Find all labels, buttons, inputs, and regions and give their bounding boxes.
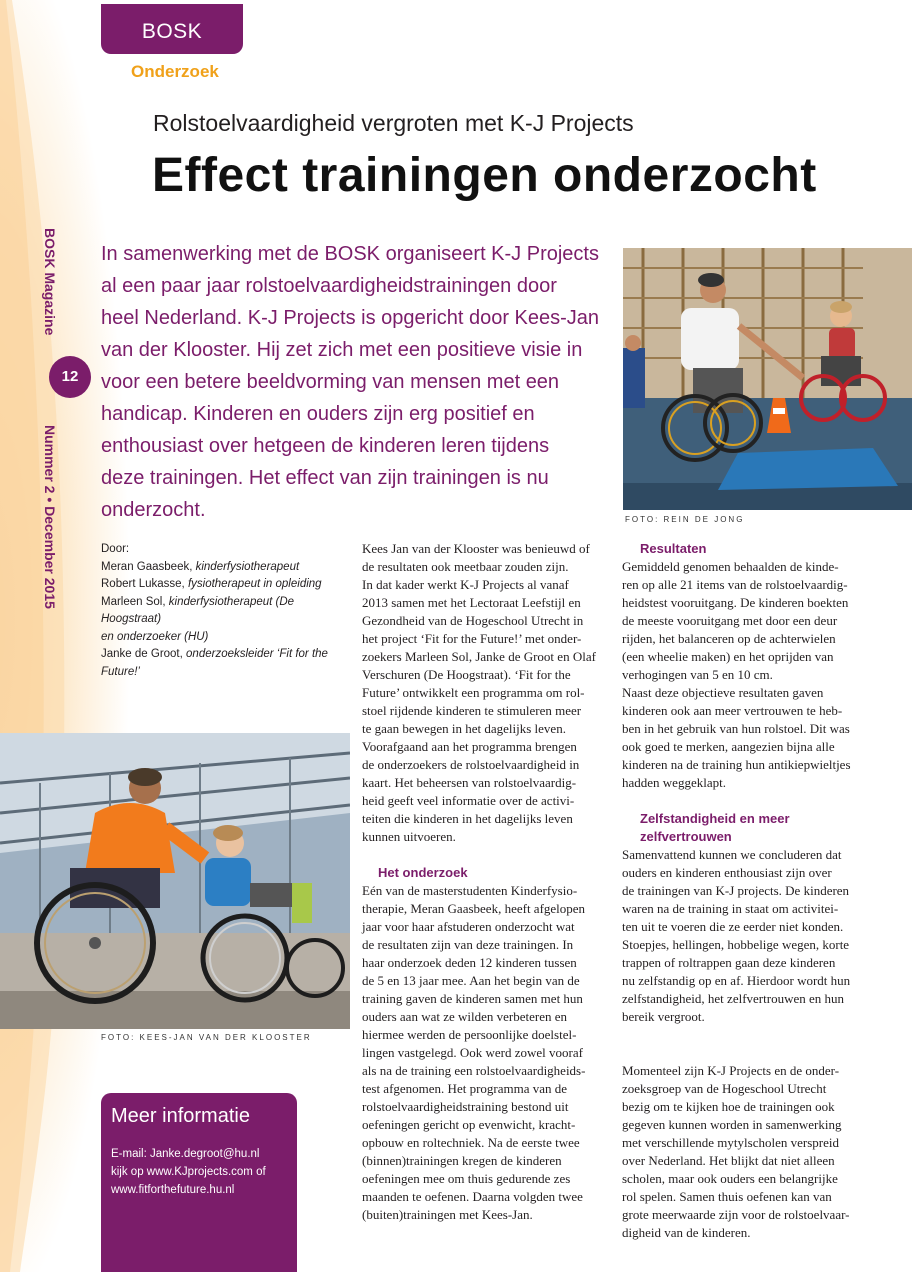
text-line: als na de training een rolstoelvaardigheids-	[362, 1063, 586, 1078]
text-line: zoeksgroep van de Hogeschool Utrecht	[622, 1081, 827, 1096]
text-line: kunnen uitvoeren.	[362, 829, 456, 844]
outdoor-wheelchair-photo	[0, 733, 350, 1029]
text-line: Kees Jan van der Klooster was benieuwd of	[362, 541, 590, 556]
column-middle	[362, 540, 617, 1224]
text-line: Gezondheid van de Hogeschool Utrecht in	[362, 613, 584, 628]
photo-credit: FOTO: REIN DE JONG	[625, 515, 745, 524]
page-number: 12	[49, 356, 91, 398]
text-line: haar onderzoek deden 12 kinderen tussen	[362, 955, 577, 970]
text-line: Naast deze objectieve resultaten gaven	[622, 685, 824, 700]
author-name: Janke de Groot,	[101, 648, 187, 660]
text-line: oefeningen gericht op evenwicht, kracht-	[362, 1117, 576, 1132]
author-role: fysiotherapeut in opleiding	[187, 578, 322, 590]
text-line: ben in het gebruik van hun rolstoel. Dit was	[622, 721, 850, 736]
text-line: Eén van de masterstudenten Kinderfysio-	[362, 883, 578, 898]
text-line: 2013 samen met het Lectoraat Leefstijl en	[362, 595, 581, 610]
text-line: scholen, maar ook ouders een belangrijke	[622, 1171, 838, 1186]
more-info-box	[101, 1093, 297, 1272]
section-label: Onderzoek	[131, 62, 219, 81]
intro-line: handicap. Kinderen en ouders zijn erg positief en	[101, 403, 535, 425]
intro-line: al een paar jaar rolstoelvaardigheidstrainingen door	[101, 275, 557, 297]
text-line: (buiten)trainingen met Kees-Jan.	[362, 1207, 533, 1222]
text-line: Stoepjes, hellingen, hobbelige wegen, korte	[622, 937, 850, 952]
text-line: ouders en kinderen enthousiast zijn over	[622, 865, 832, 880]
text-line: kinderen ook aan meer vertrouwen te heb-	[622, 703, 843, 718]
author-name: Meran Gaasbeek,	[101, 560, 196, 573]
text-line: zelfstandigheid, het zelfvertrouwen en hun	[622, 991, 844, 1006]
text-line: de meeste vooruitgang met door een deur	[622, 613, 838, 628]
text-line: oefeningen mee om thuis gedurende zes	[362, 1171, 571, 1186]
text-line: Momenteel zijn K-J Projects en de onder-	[622, 1063, 840, 1078]
author-role: en onderzoeker (HU)	[101, 630, 209, 643]
section-tab: BOSK	[101, 4, 243, 54]
text-line: rijden, het balanceren op de achterwielen	[622, 631, 836, 646]
author-name: Robert Lukasse,	[101, 578, 188, 590]
text-line: Voorafgaand aan het programma brengen	[362, 739, 577, 754]
intro-line: van der Klooster. Hij zet zich met een positieve visie in	[101, 339, 583, 361]
text-line: training gaven de kinderen samen met hun	[362, 991, 583, 1006]
text-line: nu zelfstandig op en af. Hierdoor wordt hun	[622, 973, 851, 988]
text-line: bezig om te kijken hoe de trainingen ook	[622, 1099, 835, 1114]
text-line: (binnen)trainingen kregen de kinderen	[362, 1153, 562, 1168]
text-line: ren op alle 21 items van de rolstoelvaardig-	[622, 577, 848, 592]
text-line: heid geeft veel informatie over de activi-	[362, 793, 575, 808]
text-line: lingen vastgelegd. Ook werd zowel vooraf	[362, 1045, 583, 1060]
author-role: onderzoeksleider ‘Fit for the Future!’	[101, 648, 328, 678]
column-right	[622, 540, 908, 1242]
text-line: opbouw en roltechniek. Na de eerste twee	[362, 1135, 580, 1150]
more-info-title: Meer informatie	[111, 1105, 250, 1127]
photo-credit: FOTO: KEES-JAN VAN DER KLOOSTER	[101, 1033, 312, 1042]
text-line: Future’ ontwikkelt een programma om rol-	[362, 685, 585, 700]
author-entry	[101, 594, 351, 629]
text-line: teiten die kinderen in het dagelijks leven	[362, 811, 573, 826]
intro-line: In samenwerking met de BOSK organiseert K-J Projects	[101, 243, 599, 265]
text-line: stoel rijdende kinderen te stimuleren meer	[362, 703, 582, 718]
text-line: kaart. Het beheersen van rolstoelvaardig-	[362, 775, 577, 790]
author-role: kinderfysiotherapeut (De Hoogstraat)	[101, 595, 295, 625]
text-line: met verschillende mytylscholen verspreid	[622, 1135, 839, 1150]
intro-line: voor een betere beeldvorming van mensen met een	[101, 371, 560, 393]
text-line: de resultaten ook meetbaar zouden zijn.	[362, 559, 569, 574]
text-line: kinderen na de training hun antikiepwieltjes	[622, 757, 851, 772]
text-line: trappen of roltrappen gaan deze kinderen	[622, 955, 836, 970]
text-line: maanden te oefenen. Daarna volgden twee	[362, 1189, 583, 1204]
author-entry	[101, 629, 351, 647]
text-line: de resultaten zijn van deze trainingen. In	[362, 937, 574, 952]
text-line: ouders aan wat ze wilden verbeteren en	[362, 1009, 568, 1024]
section-heading: zelfvertrouwen	[640, 829, 732, 844]
text-line: rolstoelvaardigheidstraining bestond uit	[362, 1099, 569, 1114]
text-line: Samenvattend kunnen we concluderen dat	[622, 847, 842, 862]
intro-line: heel Nederland. K-J Projects is opgericht door Kees-Jan	[101, 307, 600, 329]
intro-line: deze trainingen. Het effect van zijn trainingen is nu	[101, 467, 549, 489]
text-line: grote meerwaarde zijn voor de rolstoelvaar-	[622, 1207, 850, 1222]
text-line: hadden weggeklapt.	[622, 775, 726, 790]
text-line: heidstest vooruitgang. De kinderen boekten	[622, 595, 849, 610]
author-entry	[101, 576, 351, 594]
text-line: over Nederland. Het blijkt dat niet alleen	[622, 1153, 835, 1168]
intro-line: enthousiast over hetgeen de kinderen leren tijdens	[101, 435, 550, 457]
text-line: ten uit te voeren die ze eerder niet konden.	[622, 919, 844, 934]
website-link[interactable]: www.fitforthefuture.hu.nl	[111, 1184, 235, 1196]
issue-label: Nummer 2 • December 2015	[42, 425, 58, 609]
text-line: rol spelen. Samen thuis oefenen kan van	[622, 1189, 832, 1204]
text-line: de 5 en 13 jaar mee. Aan het begin van de	[362, 973, 580, 988]
author-role: kinderfysiotherapeut	[195, 560, 300, 573]
text-line: bereik vergroot.	[622, 1009, 705, 1024]
intro-paragraph	[101, 238, 617, 526]
text-line: zoekers Marleen Sol, Janke de Groot en Olaf	[362, 649, 596, 664]
kicker: Rolstoelvaardigheid vergroten met K-J Projects	[153, 110, 634, 136]
text-line: Gemiddeld genomen behaalden de kinde-	[622, 559, 839, 574]
text-line: de onderzoekers de rolstoelvaardigheid in	[362, 757, 580, 772]
text-line: In dat kader werkt K-J Projects al vanaf	[362, 577, 569, 592]
text-line: digheid van de kinderen.	[622, 1225, 751, 1240]
side-band-edge	[0, 0, 110, 1272]
text-line: te gaan bewegen in het dagelijks leven.	[362, 721, 566, 736]
gym-training-photo	[623, 248, 912, 510]
text-line: Verschuren (De Hoogstraat). ‘Fit for the	[362, 667, 571, 682]
text-line: therapie, Meran Gaasbeek, heeft afgelopen	[362, 901, 586, 916]
text-line: verhogingen van 5 en 10 cm.	[622, 667, 773, 682]
author-entry	[101, 559, 351, 577]
text-line: test afgenomen. Het programma van de	[362, 1081, 568, 1096]
text-line: het project ‘Fit for the Future!’ met onder-	[362, 631, 582, 646]
email-link[interactable]: E-mail: Janke.degroot@hu.nl	[111, 1148, 260, 1160]
website-link[interactable]: kijk op www.KJprojects.com of	[111, 1166, 266, 1178]
text-line: (een wheelie maken) en het oprijden van	[622, 649, 834, 664]
section-heading: Het onderzoek	[378, 865, 468, 880]
magazine-name: BOSK Magazine	[42, 228, 58, 336]
text-line: gegeven kunnen worden in samenwerking	[622, 1117, 842, 1132]
author-label: Door:	[101, 543, 130, 555]
author-list	[101, 541, 351, 681]
text-line: ook goed te merken, aangezien bijna alle	[622, 739, 835, 754]
text-line: jaar voor haar afstuderen onderzocht wat	[362, 919, 575, 934]
section-heading: Resultaten	[640, 541, 707, 556]
headline: Effect trainingen onderzocht	[152, 149, 817, 202]
intro-line: onderzocht.	[101, 499, 206, 521]
text-line: de trainingen van K-J projects. De kinderen	[622, 883, 850, 898]
author-name: Marleen Sol,	[101, 595, 169, 608]
author-entry	[101, 646, 351, 681]
section-heading: Zelfstandigheid en meer	[640, 811, 790, 826]
text-line: hiermee werden de persoonlijke doelstel-	[362, 1027, 577, 1042]
text-line: waren na de training in staat om activitei-	[622, 901, 839, 916]
